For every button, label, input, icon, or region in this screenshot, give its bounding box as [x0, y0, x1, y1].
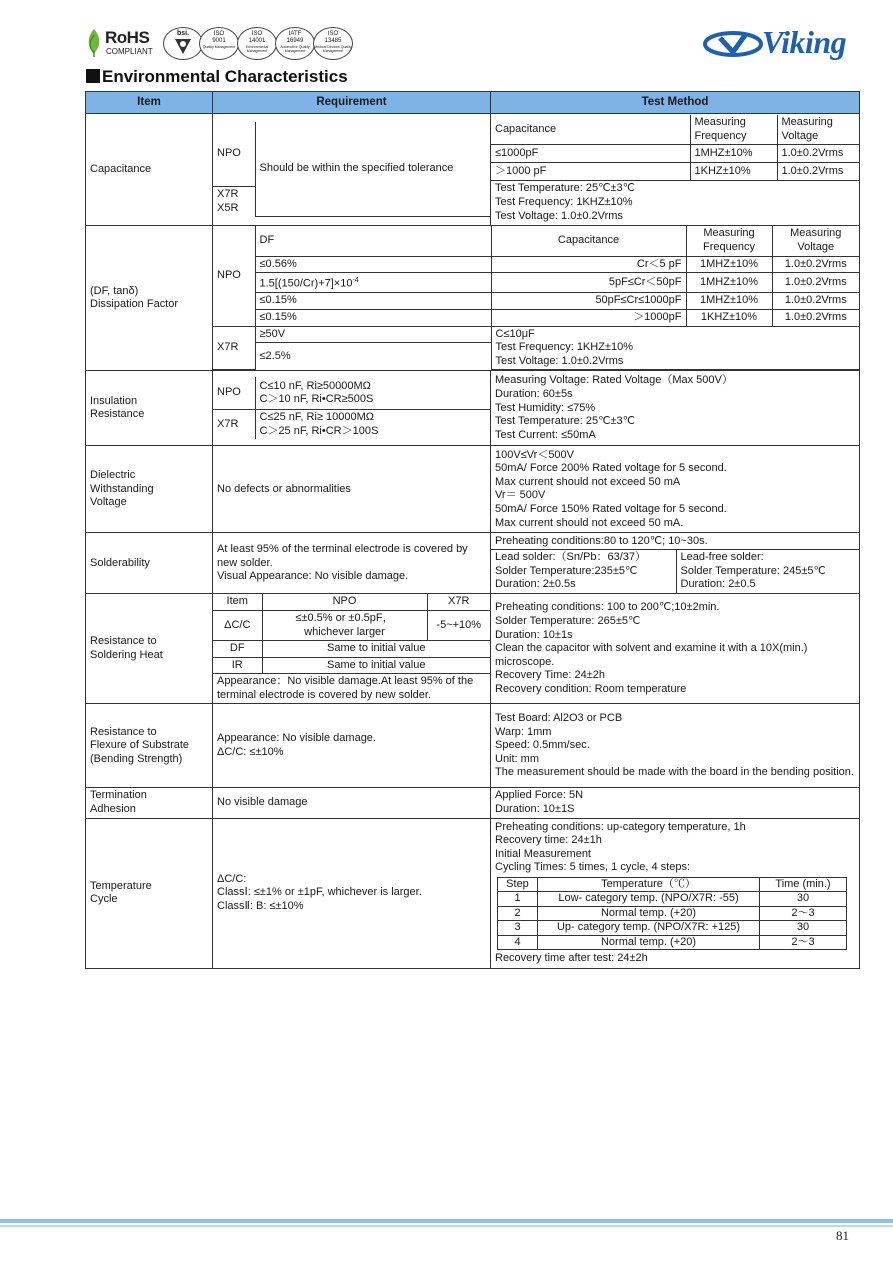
ir-npo-req: C≤10 nF, Ri≥50000MΩ C＞10 nF, Ri•CR≥500S: [255, 377, 490, 409]
soldering-heat-requirement: [213, 594, 491, 704]
df-row-1-value: ≤0.56%: [255, 256, 491, 273]
sh-ir-value: Same to initial value: [262, 657, 490, 674]
sh-dc-label: ΔC/C: [213, 610, 262, 640]
table-row: [86, 533, 860, 594]
ir-x7r-label: X7R: [213, 409, 255, 439]
rohs-logo: [86, 27, 158, 61]
table-row: [86, 594, 860, 704]
page-number: 81: [836, 1228, 849, 1243]
iso-14001-badge: ISO 14001 Environmental Management: [237, 27, 277, 60]
df-x7r-method: C≤10μF Test Frequency: 1KHZ±10% Test Voltage: 1.0±0.2Vrms: [491, 326, 859, 370]
solder-preheat: Preheating conditions:80 to 120℃; 10~30s.: [491, 534, 859, 550]
cap-hdr-capacitance: Capacitance: [491, 115, 690, 145]
ir-x7r-req: C≤25 nF, Ri≥ 10000MΩ C＞25 nF, Ri•CR＞100S: [255, 409, 490, 439]
df-x7r-value: ≤2.5%: [255, 343, 491, 370]
tc-step-3: 3: [498, 921, 538, 935]
heading-square-icon: [86, 69, 100, 83]
sh-appearance: Appearance：No visible damage.At least 95% of the terminal electrode is covered by new solder.: [213, 674, 490, 704]
tc-step-4: 4: [498, 935, 538, 949]
tc-method-bottom: Recovery time after test: 24±2h: [495, 952, 648, 965]
dissipation-table: [213, 226, 859, 370]
footer-rule-thin: [0, 1225, 893, 1227]
table-row: [86, 788, 860, 818]
tc-method-top: Preheating conditions: up-category temperature, 1h Recovery time: 24±1h Initial Measurement Cycling Times: 5 times, 1 cycle, 4 steps:: [495, 820, 746, 874]
soldering-heat-req-table: [213, 594, 490, 703]
df-row-3-capacitance: 50pF≤Cr≤1000pF: [491, 293, 686, 310]
df-label: DF: [255, 226, 491, 256]
df-row-2-frequency: 1MHZ±10%: [686, 273, 772, 293]
table-row: [86, 818, 860, 968]
flexure-method: Test Board: Al2O3 or PCB Warp: 1mm Speed: 0.5mm/sec. Unit: mm The measurement should be made with the board in the bending position.: [491, 704, 860, 788]
tc-step-2: 2: [498, 906, 538, 920]
iatf-16949-badge: IATF 16949 Automotive Quality Management: [275, 27, 315, 60]
capacitance-method: [491, 114, 860, 226]
cap-hdr-voltage: Measuring Voltage: [777, 115, 859, 145]
tc-hdr-temperature: Temperature（℃）: [538, 878, 760, 892]
df-row-4-frequency: 1KHZ±10%: [686, 309, 772, 326]
df-row-3-value: ≤0.15%: [255, 293, 491, 310]
col-item: Item: [86, 92, 213, 114]
capacitance-requirement: [213, 114, 491, 226]
leaf-icon: [86, 29, 102, 57]
df-exponent: -4: [352, 277, 359, 285]
item-termination: Termination Adhesion: [86, 788, 213, 818]
tc-step-4-time: 2～3: [760, 935, 847, 949]
col-test-method: Test Method: [491, 92, 860, 114]
tc-step-3-time: 30: [760, 921, 847, 935]
df-npo-label: NPO: [213, 226, 255, 326]
viking-logo: [702, 24, 852, 64]
df-hdr-frequency: Measuring Frequency: [686, 226, 772, 256]
temperature-cycle-requirement: ΔC/C: ClassⅠ: ≤±1% or ±1pF, whichever is larger. ClassⅡ: B: ≤±10%: [213, 818, 491, 968]
flexure-requirement: Appearance: No visible damage. ΔC/C: ≤±10%: [213, 704, 491, 788]
item-temperature-cycle: Temperature Cycle: [86, 818, 213, 968]
table-row: [86, 704, 860, 788]
tc-hdr-step: Step: [498, 878, 538, 892]
tc-step-1: 1: [498, 892, 538, 906]
df-row-3-voltage: 1.0±0.2Vrms: [772, 293, 859, 310]
table-row: [86, 114, 860, 226]
cap-row-2-capacitance: ＞1000 pF: [491, 163, 690, 181]
tc-steps-table: [497, 877, 847, 950]
dielectric-requirement: No defects or abnormalities: [213, 446, 491, 533]
rohs-title: RoHS: [105, 28, 150, 47]
df-x7r-label: X7R: [213, 326, 255, 370]
viking-swoosh-icon: [702, 28, 764, 60]
insulation-req-table: [213, 377, 490, 439]
cap-row-1-voltage: 1.0±0.2Vrms: [777, 145, 859, 163]
item-insulation-resistance: Insulation Resistance: [86, 371, 213, 446]
df-row-2-value: $1.5[(150/Cr)+7]\times 10^{-4}$: [255, 273, 491, 293]
solder-lead: Lead solder:（Sn/Pb：63/37） Solder Temperature:235±5℃ Duration: 2±0.5s: [491, 550, 676, 593]
item-flexure: Resistance to Flexure of Substrate (Bending Strength): [86, 704, 213, 788]
cap-x7r-method: Test Temperature: 25℃±3℃ Test Frequency: 1KHZ±10% Test Voltage: 1.0±0.2Vrms: [491, 181, 859, 224]
capacitance-req-table: [213, 122, 490, 217]
soldering-heat-method: Preheating conditions: 100 to 200℃;10±2min. Solder Temperature: 265±5℃ Duration: 10±1s Clean the capacitor with solvent and examine it with a 10X(min.) microscope. Recovery Time: 24±2h Recovery condition: Room temperature: [491, 594, 860, 704]
df-row-1-capacitance: Cr＜5 pF: [491, 256, 686, 273]
dielectric-method: 100V≤Vr＜500V 50mA/ Force 200% Rated voltage for 5 second. Max current should not exceed 50 mA Vr＝ 500V 50mA/ Force 150% Rated voltage for 5 second. Max current should not exceed 50 mA.: [491, 446, 860, 533]
capacitance-x7r-label: X7R X5R: [213, 187, 255, 217]
df-hdr-capacitance: Capacitance: [491, 226, 686, 256]
solderability-method-table: [491, 534, 859, 593]
capacitance-npo-label: NPO: [213, 122, 255, 187]
sh-hdr-item: Item: [213, 594, 262, 610]
solder-leadfree: Lead-free solder: Solder Temperature: 245±5℃ Duration: 2±0.5: [676, 550, 859, 593]
item-dissipation-factor: (DF, tanδ) Dissipation Factor: [86, 226, 213, 371]
tc-step-2-temp: Normal temp. (+20): [538, 906, 760, 920]
df-row-3-frequency: 1MHZ±10%: [686, 293, 772, 310]
df-row-4-voltage: 1.0±0.2Vrms: [772, 309, 859, 326]
sh-dc-x7r: -5~+10%: [427, 610, 490, 640]
bsi-label: bsi.: [176, 30, 190, 37]
table-header: [86, 92, 860, 114]
sh-df-value: Same to initial value: [262, 641, 490, 658]
capacitance-method-table: [491, 115, 859, 224]
cap-row-1-frequency: 1MHZ±10%: [690, 145, 777, 163]
sh-hdr-x7r: X7R: [427, 594, 490, 610]
bsi-badge: [163, 27, 203, 60]
table-row: [86, 226, 860, 371]
iso-13485-badge: ISO 13485 Medical Devices Quality Management: [313, 27, 353, 60]
cap-row-1-capacitance: ≤1000pF: [491, 145, 690, 163]
solderability-requirement: At least 95% of the terminal electrode is covered by new solder. Visual Appearance: No visible damage.: [213, 533, 491, 594]
df-row-4-value: ≤0.15%: [255, 309, 491, 326]
footer-rule: [0, 1219, 893, 1223]
page-title: Environmental Characteristics: [86, 67, 348, 87]
solderability-method: [491, 533, 860, 594]
termination-requirement: No visible damage: [213, 788, 491, 818]
cap-hdr-frequency: Measuring Frequency: [690, 115, 777, 145]
sh-df-label: DF: [213, 641, 262, 658]
df-row-2-voltage: 1.0±0.2Vrms: [772, 273, 859, 293]
df-row-4-capacitance: ＞1000pF: [491, 309, 686, 326]
cap-row-2-frequency: 1KHZ±10%: [690, 163, 777, 181]
temperature-cycle-method: [491, 818, 860, 968]
tc-step-1-temp: Low- category temp. (NPO/X7R: -55): [538, 892, 760, 906]
ir-npo-label: NPO: [213, 377, 255, 409]
capacitance-requirement-text: Should be within the specified tolerance: [255, 122, 490, 217]
rohs-subtitle: COMPLIANT: [106, 47, 153, 56]
termination-method: Applied Force: 5N Duration: 10±1S: [491, 788, 860, 818]
tc-step-3-temp: Up- category temp. (NPO/X7R: +125): [538, 921, 760, 935]
iso-9001-badge: ISO 9001 Quality Management: [199, 27, 239, 60]
item-capacitance: Capacitance: [86, 114, 213, 226]
tc-step-4-temp: Normal temp. (+20): [538, 935, 760, 949]
brand-name: Viking: [762, 24, 847, 60]
item-soldering-heat: Resistance to Soldering Heat: [86, 594, 213, 704]
table-row: [86, 446, 860, 533]
item-solderability: Solderability: [86, 533, 213, 594]
df-x7r-voltage: ≥50V: [255, 326, 491, 343]
table-row: [86, 371, 860, 446]
df-hdr-voltage: Measuring Voltage: [772, 226, 859, 256]
tc-step-1-time: 30: [760, 892, 847, 906]
environmental-characteristics-table: [85, 91, 860, 969]
dissipation-body: [213, 226, 860, 371]
df-row-2-capacitance: 5pF≤Cr＜50pF: [491, 273, 686, 293]
tc-step-2-time: 2～3: [760, 906, 847, 920]
df-row-1-frequency: 1MHZ±10%: [686, 256, 772, 273]
tc-hdr-time: Time (min.): [760, 878, 847, 892]
item-dielectric: Dielectric Withstanding Voltage: [86, 446, 213, 533]
sh-dc-npo: ≤±0.5% or ±0.5pF， whichever larger: [262, 610, 427, 640]
col-requirement: Requirement: [213, 92, 491, 114]
cap-row-2-voltage: 1.0±0.2Vrms: [777, 163, 859, 181]
insulation-method: Measuring Voltage: Rated Voltage（Max 500V） Duration: 60±5s Test Humidity: ≤75% Test Temperature: 25℃±3℃ Test Current: ≤50mA: [491, 371, 860, 446]
insulation-requirement: [213, 371, 491, 446]
bsi-kitemark-icon: [173, 37, 193, 55]
sh-hdr-npo: NPO: [262, 594, 427, 610]
sh-ir-label: IR: [213, 657, 262, 674]
df-row-1-voltage: 1.0±0.2Vrms: [772, 256, 859, 273]
